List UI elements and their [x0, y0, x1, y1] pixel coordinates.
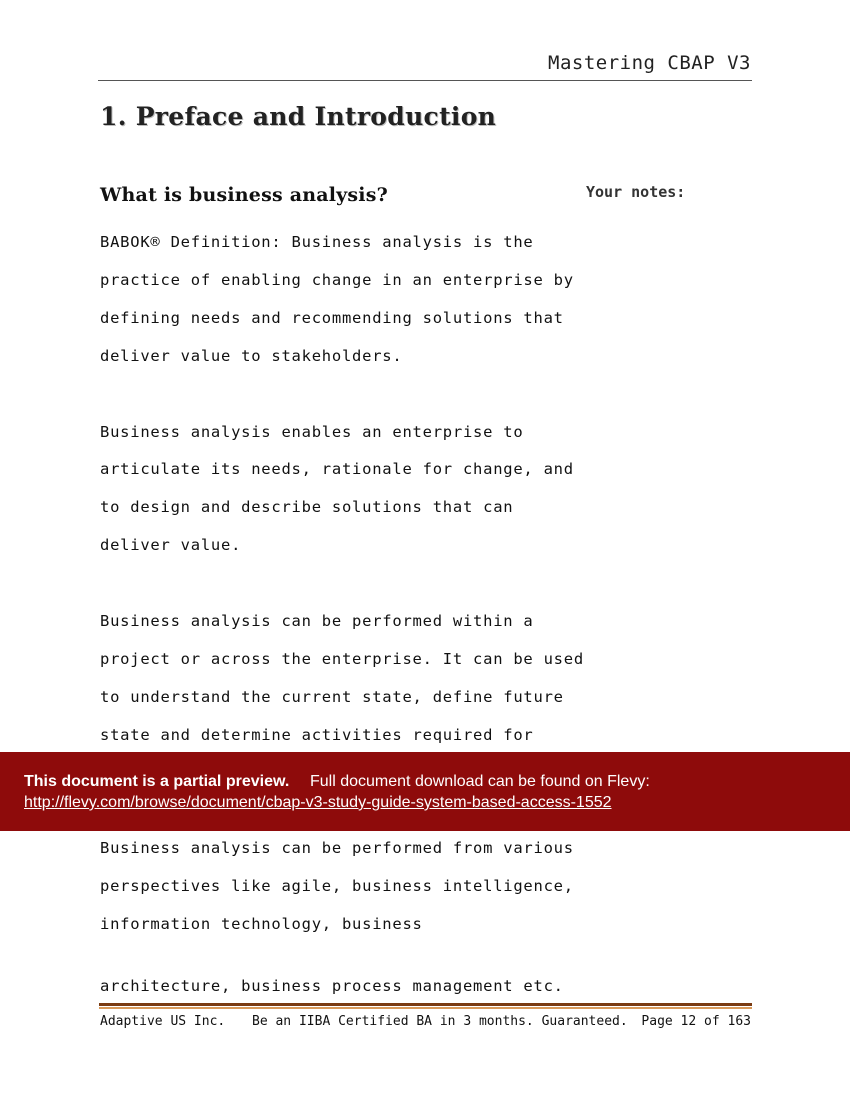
running-header: Mastering CBAP V3: [548, 52, 751, 74]
header-rule: [98, 80, 752, 81]
footer-rule: [99, 1003, 752, 1006]
preview-banner: [0, 752, 850, 831]
footer-page-number: Page 12 of 163: [641, 1014, 751, 1029]
body-line: articulate its needs, rationale for change, and: [100, 460, 574, 478]
body-line: practice of enabling change in an enterprise by: [100, 271, 574, 289]
body-line: deliver value to stakeholders.: [100, 347, 403, 365]
footer-company: Adaptive US Inc.: [100, 1014, 226, 1029]
body-line: to understand the current state, define future: [100, 688, 564, 706]
body-line: BABOK® Definition: Business analysis is the: [100, 233, 534, 251]
body-line: Business analysis can be performed within a: [100, 612, 534, 630]
section-heading: What is business analysis?: [100, 184, 388, 206]
footer-rule-accent: [99, 1007, 752, 1009]
body-line: Business analysis can be performed from various: [100, 839, 574, 857]
body-line: information technology, business: [100, 915, 423, 933]
body-line: architecture, business process management etc.: [100, 977, 564, 995]
notes-label: Your notes:: [586, 183, 686, 201]
banner-lead: This document is a partial preview.: [24, 773, 290, 790]
body-line: project or across the enterprise. It can be used: [100, 650, 584, 668]
body-line: to design and describe solutions that can: [100, 498, 514, 516]
body-line: deliver value.: [100, 536, 242, 554]
chapter-title: 1. Preface and Introduction: [100, 102, 497, 131]
footer-tagline: Be an IIBA Certified BA in 3 months. Guaranteed.: [252, 1014, 628, 1029]
download-link[interactable]: http://flevy.com/browse/document/cbap-v3-study-guide-system-based-access-1552: [24, 794, 612, 811]
body-line: state and determine activities required for: [100, 726, 534, 744]
body-line: perspectives like agile, business intelligence,: [100, 877, 574, 895]
body-line: defining needs and recommending solutions that: [100, 309, 564, 327]
banner-text: Full document download can be found on Flevy:: [310, 773, 650, 790]
body-line: Business analysis enables an enterprise to: [100, 423, 524, 441]
